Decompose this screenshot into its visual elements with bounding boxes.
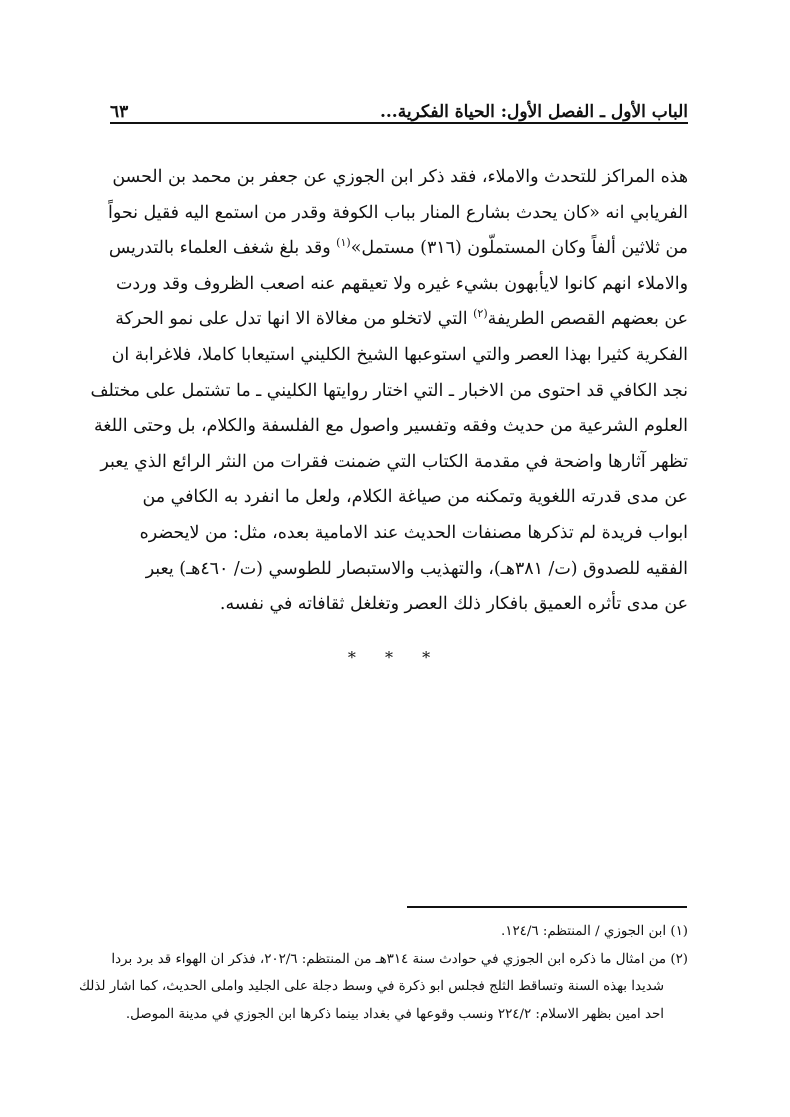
footnotes <box>78 918 688 1028</box>
main-text <box>90 160 688 623</box>
text-line-13: عن مدى تأثره العميق بافكار ذلك العصر وتغلغل ثقافاته في نفسه. <box>219 594 688 615</box>
text-line-3-part-2: وقد بلغ شغف العلماء بالتدريس <box>108 238 337 259</box>
page-number: ٦٣ <box>110 102 129 122</box>
section-separator: * * * <box>347 648 443 667</box>
running-title: الباب الأول ـ الفصل الأول: الحياة الفكرية... <box>379 102 688 122</box>
text-line-3-part-1: من ثلاثين ألفاً وكان المستملّون (٣١٦) مستمل» <box>350 238 688 259</box>
text-line-2: الفريابي انه «كان يحدث بشارع المنار بباب الكوفة وقدر من استمع اليه فقيل نحواً <box>108 202 688 223</box>
footnote-ref-1[interactable]: (١) <box>336 236 351 250</box>
text-line-11: ابواب فريدة لم تذكرها مصنفات الحديث عند الامامية بعده، مثل: من لايحضره <box>139 522 688 543</box>
text-line-10: عن مدى قدرته اللغوية وتمكنه من صياغة الكلام، ولعل ما انفرد به الكافي من <box>142 487 688 508</box>
text-line-5-part-1: عن بعضهم القصص الطريفة <box>487 309 688 330</box>
footnote-2-line-2: شديدا بهذه السنة وتساقط الثلج فجلس ابو ذكرة في وسط دجلة على الجليد واملى الحديث، كما اشار لذلك <box>78 979 664 994</box>
text-line-8: العلوم الشرعية من حديث وفقه وتفسير واصول مع الفلسفة والكلام، بل وحتى اللغة <box>93 416 688 437</box>
text-line-5 <box>112 302 688 338</box>
footnote-2-line-3: احد امين بظهر الاسلام: ٢٢٤/٢ ونسب وقوعها في بغداد بينما ذكرها ابن الجوزي في مدينة الموصل. <box>125 1006 664 1022</box>
header-rule <box>110 122 688 124</box>
footnote-ref-2[interactable]: (٢) <box>473 307 488 321</box>
text-line-6: الفكرية كثيرا بهذا العصر والتي استوعبها الشيخ الكليني استيعابا كاملا، فلاغرابة ان <box>111 344 688 365</box>
text-line-4: والاملاء انهم كانوا لايأبهون بشيء غيره ولا تعيقهم عنه اصعب الظروف وقد وردت <box>116 273 688 294</box>
text-line-3 <box>108 231 688 267</box>
footnote-1: (١) ابن الجوزي / المنتظم: ١٢٤/٦. <box>501 924 688 939</box>
text-line-7: نجد الكافي قد احتوى من الاخبار ـ التي اختار روايتها الكليني ـ ما تشتمل على مختلف <box>90 380 688 401</box>
text-line-1: هذه المراكز للتحدث والاملاء، فقد ذكر ابن الجوزي عن جعفر بن محمد بن الحسن <box>112 167 688 187</box>
text-line-5-part-2: التي لاتخلو من مغالاة الا انها تدل على نمو الحركة <box>115 309 474 330</box>
text-line-12: الفقيه للصدوق (ت/ ٣٨١هـ)، والتهذيب والاستبصار للطوسي (ت/ ٤٦٠هـ) يعبر <box>145 558 688 579</box>
footnote-2-line-1: (٢) من امثال ما ذكره ابن الجوزي في حوادث سنة ٣١٤هـ من المنتظم: ٢٠٢/٦، فذكر ان الهواء قد برد بردا <box>111 951 688 967</box>
footnote-rule <box>407 906 687 908</box>
text-line-9: تظهر آثارها واضحة في مقدمة الكتاب التي ضمنت فقرات من النثر الرائع الذي يعبر <box>100 451 688 472</box>
page-header <box>110 88 688 122</box>
